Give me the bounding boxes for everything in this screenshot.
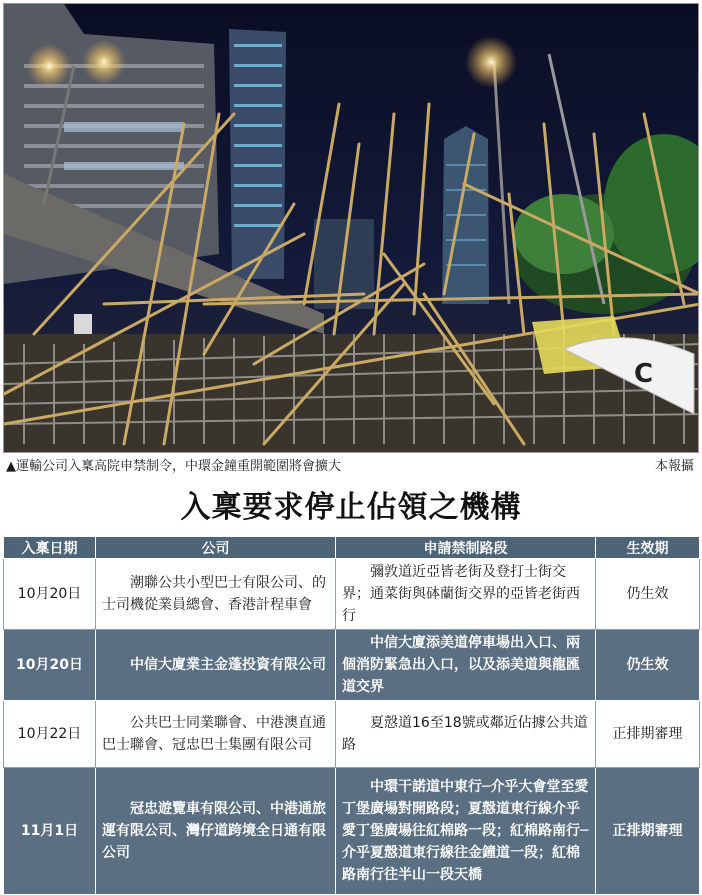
- row-company: 中信大廈業主金蓬投資有限公司: [96, 630, 336, 701]
- row-date: 10月20日: [4, 559, 96, 630]
- row-roads: 彌敦道近亞皆老街及登打士街交界；通菜街與砵蘭街交界的亞皆老街西行: [336, 559, 596, 630]
- news-photo: [3, 3, 699, 453]
- row-date: 10月20日: [4, 630, 96, 701]
- row-date: 11月1日: [4, 768, 96, 895]
- caption-text: ▲運輸公司入稟高院申禁制令，中環金鐘重開範圍將會擴大: [6, 459, 341, 474]
- umbrella-letter: C: [634, 359, 654, 389]
- table-header-row: [4, 537, 700, 559]
- barricade-scene-illustration: [4, 4, 699, 453]
- photo-credit: 本報攝: [654, 459, 694, 474]
- header-date: 入稟日期: [4, 537, 96, 559]
- table-row: [4, 768, 700, 895]
- header-effect: 生效期: [596, 537, 700, 559]
- table-row: [4, 630, 700, 701]
- row-effect: 仍生效: [596, 559, 700, 630]
- row-effect: 正排期審理: [596, 701, 700, 768]
- row-company: 冠忠遊覽車有限公司、中港通旅運有限公司、灣仔道跨境全日通有限公司: [96, 768, 336, 895]
- row-roads: 夏慤道16至18號或鄰近佔據公共道路: [336, 701, 596, 768]
- header-roads: 申請禁制路段: [336, 537, 596, 559]
- table-row: [4, 559, 700, 630]
- row-date: 10月22日: [4, 701, 96, 768]
- filings-table: [3, 536, 700, 895]
- central-tower: [229, 29, 286, 279]
- row-roads: 中環干諾道中東行─介乎大會堂至愛丁堡廣場對開路段；夏慤道東行線介乎愛丁堡廣場往紅棉路一段；紅棉路南行─介乎夏慤道東行線往金鐘道一段；紅棉路南行往半山一段天橋: [336, 768, 596, 895]
- article-headline: 入稟要求停止佔領之機構: [180, 490, 522, 525]
- row-roads: 中信大廈添美道停車場出入口、兩個消防緊急出入口，以及添美道與龍匯道交界: [336, 630, 596, 701]
- ifc-tower: [442, 126, 489, 304]
- row-company: 潮聯公共小型巴士有限公司、的士司機從業員總會、香港計程車會: [96, 559, 336, 630]
- row-company: 公共巴士同業聯會、中港澳直通巴士聯會、冠忠巴士集團有限公司: [96, 701, 336, 768]
- table-row: [4, 701, 700, 768]
- header-company: 公司: [96, 537, 336, 559]
- row-effect: 仍生效: [596, 630, 700, 701]
- photo-caption: [6, 457, 696, 477]
- row-effect: 正排期審理: [596, 768, 700, 895]
